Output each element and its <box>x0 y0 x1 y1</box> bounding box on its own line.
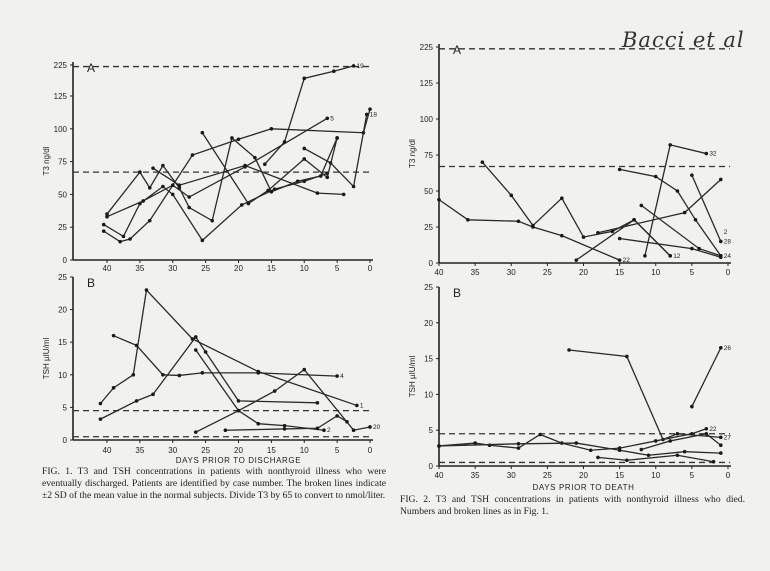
series-line <box>104 109 370 242</box>
x-tick-label: 35 <box>135 264 145 273</box>
figure2-caption: FIG. 2. T3 and TSH concentrations in patients with nonthyroid illness who died. Numbers and broken lines as in Fig. 1. <box>400 494 745 518</box>
data-point <box>237 399 241 403</box>
y-tick-label: 25 <box>424 283 433 292</box>
y-tick-label: 100 <box>419 115 433 124</box>
data-point <box>574 441 578 445</box>
data-point <box>201 239 205 243</box>
series-6 <box>263 63 364 166</box>
data-point <box>517 219 521 223</box>
data-point <box>161 185 165 189</box>
data-point <box>256 371 260 375</box>
x-tick-label: 25 <box>201 264 211 273</box>
data-point <box>316 191 320 195</box>
data-point <box>99 402 103 406</box>
x-tick-label: 15 <box>266 264 276 273</box>
data-point <box>112 386 116 390</box>
series-line <box>439 429 706 450</box>
data-point <box>654 175 658 179</box>
case-number-label: 2 <box>326 427 331 435</box>
x-tick-label: 40 <box>102 446 112 455</box>
data-point <box>643 254 647 258</box>
data-point <box>99 417 103 421</box>
data-point <box>640 448 644 452</box>
data-point <box>719 178 723 182</box>
data-point <box>352 428 356 432</box>
data-point <box>647 453 651 457</box>
data-point <box>132 373 136 377</box>
x-tick-label: 25 <box>542 471 552 480</box>
x-tick-label: 0 <box>725 471 731 480</box>
series-line <box>304 114 366 186</box>
data-point <box>683 211 687 215</box>
y-tick-label: 15 <box>424 354 433 364</box>
data-point <box>668 143 672 147</box>
y-tick-label: 225 <box>53 61 67 70</box>
data-point <box>618 258 622 262</box>
case-number-label: 1 <box>359 402 364 410</box>
data-point <box>135 344 139 348</box>
data-point <box>676 453 680 457</box>
data-point <box>247 202 251 206</box>
data-point <box>560 196 564 200</box>
data-point <box>118 240 122 244</box>
x-tick-label: 40 <box>434 471 444 480</box>
data-point <box>204 350 208 354</box>
series-1 <box>481 160 672 257</box>
data-point <box>332 69 336 73</box>
case-number-label: 28 <box>723 238 732 246</box>
data-point <box>719 346 723 350</box>
data-point <box>135 399 139 403</box>
data-point <box>567 348 571 352</box>
data-point <box>243 164 247 168</box>
data-point <box>240 203 244 207</box>
case-number-label: 22 <box>709 425 717 433</box>
data-point <box>531 224 535 228</box>
data-point <box>201 371 205 375</box>
chart-panel-0 <box>42 61 377 273</box>
data-point <box>325 176 329 180</box>
x-tick-label: 40 <box>102 264 112 273</box>
chart-panel-3 <box>408 283 731 492</box>
data-point <box>322 428 326 432</box>
data-point <box>352 185 356 189</box>
data-point <box>705 432 709 436</box>
data-point <box>102 229 106 233</box>
data-point <box>230 136 234 140</box>
data-point <box>690 173 694 177</box>
x-tick-label: 5 <box>689 268 695 277</box>
y-tick-label: 0 <box>428 462 433 471</box>
x-tick-label: 15 <box>615 471 625 480</box>
data-point <box>342 193 346 197</box>
data-point <box>683 450 687 454</box>
series-line <box>265 66 354 164</box>
data-point <box>690 247 694 251</box>
data-point <box>122 235 126 239</box>
y-tick-label: 20 <box>424 318 433 328</box>
data-point <box>705 152 709 156</box>
y-tick-label: 0 <box>428 259 433 268</box>
y-axis-label: TSH µIU/ml <box>42 337 51 380</box>
y-tick-label: 75 <box>424 151 433 160</box>
data-point <box>128 237 132 241</box>
series-line <box>439 443 721 455</box>
data-point <box>582 235 586 239</box>
x-tick-label: 25 <box>542 268 552 277</box>
case-number-label: 5 <box>330 115 334 123</box>
series-4 <box>105 115 334 218</box>
data-point <box>138 170 142 174</box>
x-tick-label: 30 <box>506 268 516 277</box>
panel-letter: B <box>87 276 96 290</box>
y-tick-label: 5 <box>428 426 433 436</box>
x-tick-label: 10 <box>299 446 309 455</box>
data-point <box>178 374 182 378</box>
data-point <box>719 451 723 455</box>
data-point <box>319 174 323 178</box>
data-point <box>618 448 622 452</box>
data-point <box>187 206 191 210</box>
data-point <box>283 427 287 431</box>
series-line <box>598 455 714 461</box>
data-point <box>719 436 723 440</box>
data-point <box>517 442 521 446</box>
data-point <box>316 401 320 405</box>
data-point <box>210 219 214 223</box>
y-axis-label: TSH µIU/ml <box>408 355 417 398</box>
x-tick-label: 20 <box>234 264 243 273</box>
data-point <box>178 183 182 187</box>
data-point <box>148 219 152 223</box>
y-tick-label: 15 <box>58 338 67 348</box>
x-tick-label: 30 <box>506 471 516 480</box>
data-point <box>690 405 694 409</box>
x-tick-label: 30 <box>168 446 178 455</box>
data-point <box>102 223 106 227</box>
case-number-label: 4 <box>340 373 344 381</box>
y-tick-label: 25 <box>58 273 67 282</box>
data-point <box>194 430 198 434</box>
data-point <box>273 389 277 393</box>
y-tick-label: 25 <box>424 223 433 232</box>
data-point <box>618 168 622 172</box>
data-point <box>355 404 359 408</box>
data-point <box>712 460 716 464</box>
y-tick-label: 0 <box>62 436 67 445</box>
data-point <box>368 425 372 429</box>
panel-letter: A <box>87 61 96 75</box>
data-point <box>296 179 300 183</box>
x-tick-label: 10 <box>651 471 661 480</box>
data-point <box>105 215 109 219</box>
data-point <box>201 131 205 135</box>
data-point <box>596 456 600 460</box>
y-tick-label: 0 <box>62 256 67 265</box>
x-tick-label: 15 <box>266 446 276 455</box>
data-point <box>270 190 274 194</box>
series-2 <box>437 426 717 452</box>
y-tick-label: 25 <box>58 223 67 233</box>
x-tick-label: 20 <box>234 446 243 455</box>
data-point <box>589 448 593 452</box>
x-tick-label: 0 <box>367 446 373 455</box>
y-tick-label: 50 <box>424 187 433 196</box>
data-point <box>345 420 349 424</box>
data-point <box>194 348 198 352</box>
x-tick-label: 20 <box>579 471 588 480</box>
data-point <box>256 422 260 426</box>
data-point <box>141 199 145 203</box>
case-number-label: 20 <box>373 423 381 431</box>
y-tick-label: 10 <box>58 370 67 380</box>
data-point <box>148 186 152 190</box>
data-point <box>316 426 320 430</box>
data-point <box>719 255 723 259</box>
data-point <box>187 195 191 199</box>
y-tick-label: 125 <box>419 79 433 88</box>
data-point <box>224 428 228 432</box>
data-point <box>560 234 564 238</box>
series-0 <box>99 288 364 409</box>
y-tick-label: 100 <box>53 124 67 134</box>
x-tick-label: 10 <box>651 268 661 277</box>
data-point <box>437 198 441 202</box>
data-point <box>191 153 195 157</box>
case-number-label: 12 <box>673 252 681 260</box>
series-6 <box>596 178 722 235</box>
data-point <box>171 193 175 197</box>
data-point <box>676 189 680 193</box>
data-point <box>668 254 672 258</box>
x-tick-label: 0 <box>725 268 731 277</box>
data-point <box>335 374 339 378</box>
data-point <box>690 432 694 436</box>
data-point <box>705 427 709 431</box>
data-point <box>676 432 680 436</box>
x-tick-label: 35 <box>135 446 145 455</box>
x-tick-label: 40 <box>434 268 444 277</box>
data-point <box>283 140 287 144</box>
x-tick-label: 35 <box>470 268 480 277</box>
y-tick-label: 50 <box>58 190 67 200</box>
chart-panel-2 <box>408 43 731 277</box>
data-point <box>481 160 485 164</box>
data-point <box>171 183 175 187</box>
series-3 <box>194 348 331 434</box>
series-line <box>196 350 324 430</box>
case-number-label: 22 <box>622 257 630 265</box>
data-point <box>194 335 198 339</box>
data-point <box>668 439 672 443</box>
data-point <box>270 127 274 131</box>
data-point <box>253 156 257 160</box>
case-number-label: 32 <box>709 150 717 158</box>
x-tick-label: 5 <box>689 471 695 480</box>
data-point <box>640 204 644 208</box>
x-axis-label: DAYS PRIOR TO DEATH <box>532 483 635 492</box>
case-number-label: 18 <box>369 111 377 119</box>
data-point <box>618 237 622 241</box>
data-point <box>302 77 306 81</box>
series-line <box>153 166 344 195</box>
x-tick-label: 20 <box>579 268 588 277</box>
series-line <box>692 175 721 241</box>
case-number-label: 19 <box>356 62 364 70</box>
data-point <box>335 414 339 418</box>
data-point <box>365 113 369 117</box>
y-tick-label: 125 <box>53 92 67 101</box>
data-point <box>437 444 441 448</box>
figure1-caption: FIG. 1. T3 and TSH concentrations in patients with nonthyroid illness who were eventually discharged. Patients are identified by case number. The broken lines indicate ±2 SD of the mean value in the normal subjects. Divide T3 by 65 to convert to nmol/liter. <box>42 466 386 502</box>
y-axis-label: T3 ng/dl <box>42 146 51 176</box>
x-tick-label: 15 <box>615 268 625 277</box>
y-tick-label: 10 <box>424 390 433 400</box>
series-line <box>598 179 721 232</box>
data-point <box>151 393 155 397</box>
data-point <box>112 334 116 338</box>
x-tick-label: 35 <box>470 471 480 480</box>
x-tick-label: 10 <box>299 264 309 273</box>
case-number-label: 24 <box>723 252 732 260</box>
data-point <box>302 147 306 151</box>
data-point <box>266 189 270 193</box>
y-tick-label: 20 <box>58 305 67 315</box>
series-1 <box>690 345 731 409</box>
series-line <box>692 348 721 407</box>
case-number-label: 27 <box>723 434 732 442</box>
y-axis-label: T3 ng/dl <box>408 139 417 168</box>
data-point <box>325 117 329 121</box>
data-point <box>694 218 698 222</box>
x-tick-label: 0 <box>367 264 373 273</box>
series-4 <box>194 368 381 434</box>
x-tick-label: 5 <box>334 446 340 455</box>
data-point <box>538 433 542 437</box>
series-line <box>100 337 317 419</box>
data-point <box>719 443 723 447</box>
data-point <box>161 164 165 168</box>
y-tick-label: 225 <box>419 43 433 52</box>
case-number-label: 26 <box>723 344 732 352</box>
data-point <box>719 240 723 244</box>
data-point <box>237 137 241 141</box>
data-point <box>302 157 306 161</box>
x-axis-label: DAYS PRIOR TO DISCHARGE <box>175 456 302 465</box>
data-point <box>145 288 149 292</box>
data-point <box>509 194 513 198</box>
data-point <box>517 446 521 450</box>
series-line <box>439 200 620 260</box>
series-line <box>620 169 721 255</box>
series-0 <box>437 198 630 264</box>
y-tick-label: 5 <box>62 403 67 413</box>
data-point <box>237 409 241 413</box>
data-point <box>151 166 155 170</box>
data-point <box>161 373 165 377</box>
data-point <box>625 355 629 359</box>
data-point <box>352 64 356 68</box>
x-tick-label: 30 <box>168 264 178 273</box>
data-point <box>466 218 470 222</box>
data-point <box>283 424 287 428</box>
data-point <box>625 458 629 462</box>
data-point <box>596 231 600 235</box>
panel-letter: B <box>453 286 462 300</box>
x-tick-label: 5 <box>334 264 340 273</box>
panel-letter: A <box>453 43 462 57</box>
case-number-label: 2 <box>723 228 728 236</box>
data-point <box>654 439 658 443</box>
data-point <box>632 218 636 222</box>
data-point <box>335 136 339 140</box>
y-tick-label: 75 <box>58 157 67 167</box>
data-point <box>574 258 578 262</box>
chart-panel-1 <box>42 273 381 465</box>
x-tick-label: 25 <box>201 446 211 455</box>
series-2 <box>99 335 320 421</box>
handwritten-note: Bacci et al <box>622 28 745 52</box>
data-point <box>263 162 267 166</box>
data-point <box>302 368 306 372</box>
